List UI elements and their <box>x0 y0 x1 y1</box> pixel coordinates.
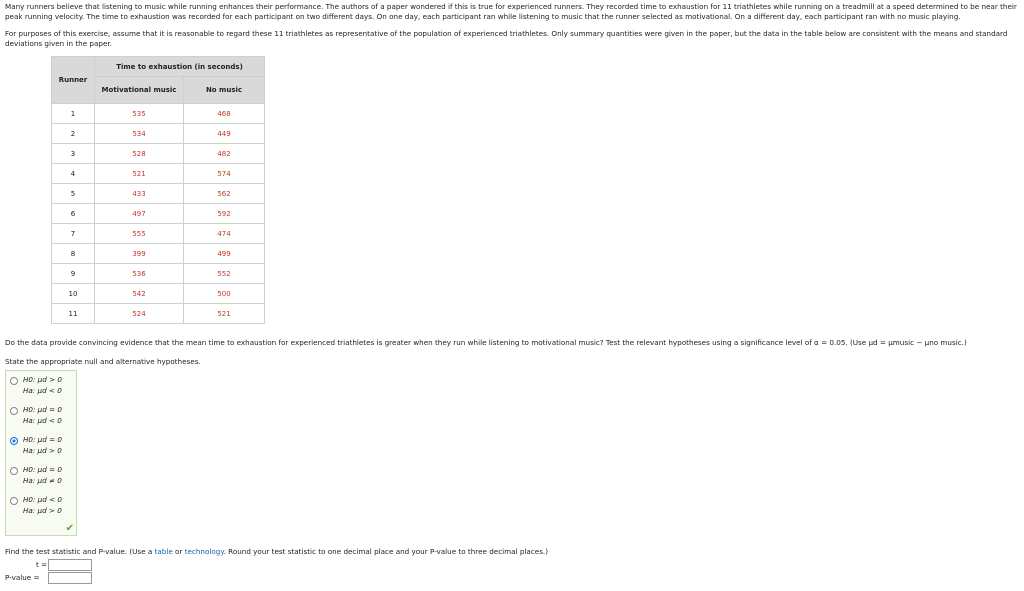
table-row <box>52 184 265 204</box>
table-link[interactable]: table <box>154 547 173 556</box>
motivational-cell: 534 <box>95 124 184 144</box>
find-text-start: Find the test statistic and P-value. (Use a <box>5 547 155 556</box>
no-music-cell: 449 <box>184 124 265 144</box>
intro-paragraph-1: Many runners believe that listening to music while running enhances their performance. The authors of a paper wondered if this is true for experienced runners. They recorded time to exhaustion for 11 triathletes while running on a treadmill at a speed determined to be near their peak running velocity. The time to exhaustion was recorded for each participant on two different days. On one day, each participant ran while listening to music that the runner selected as motivational. On a different day, each participant ran with no music playing. <box>5 2 1017 21</box>
runner-cell: 1 <box>52 104 95 124</box>
radio-button[interactable] <box>10 467 18 475</box>
runner-cell: 3 <box>52 144 95 164</box>
header-runner: Runner <box>52 57 95 104</box>
table-row <box>52 244 265 264</box>
no-music-cell: 500 <box>184 284 265 304</box>
motivational-cell: 535 <box>95 104 184 124</box>
t-label: t = <box>36 560 48 569</box>
table-row <box>52 264 265 284</box>
table-row <box>52 284 265 304</box>
no-music-cell: 482 <box>184 144 265 164</box>
radio-button[interactable] <box>10 497 18 505</box>
radio-button[interactable] <box>10 407 18 415</box>
motivational-cell: 399 <box>95 244 184 264</box>
table-row <box>52 124 265 144</box>
intro-paragraph-2: For purposes of this exercise, assume that it is reasonable to regard these 11 triathletes as representative of the population of experienced triathletes. Only summary quantities were given in the paper, but the data in the table below are consistent with the means and standard deviations given in the paper. <box>5 29 1008 48</box>
no-music-cell: 468 <box>184 104 265 124</box>
alternative-hypothesis-label: Ha: μd < 0 <box>23 386 62 395</box>
header-no-music: No music <box>184 77 265 104</box>
no-music-cell: 552 <box>184 264 265 284</box>
table-row <box>52 304 265 324</box>
table-row <box>52 164 265 184</box>
alternative-hypothesis-label: Ha: μd < 0 <box>23 416 62 425</box>
motivational-cell: 555 <box>95 224 184 244</box>
table-row <box>52 144 265 164</box>
find-text-end: . Round your test statistic to one decimal place and your P-value to three decimal places.) <box>223 547 549 556</box>
motivational-cell: 497 <box>95 204 184 224</box>
question-text: Do the data provide convincing evidence that the mean time to exhaustion for experienced triathletes is greater when they run while listening to motivational music? Test the relevant hypotheses using a significance level of α = 0.05. (Use μd = μmusic − μno music.) <box>5 338 967 347</box>
null-hypothesis-label: H0: μd = 0 <box>23 405 62 414</box>
no-music-cell: 474 <box>184 224 265 244</box>
p-value-input[interactable] <box>48 572 92 584</box>
motivational-cell: 542 <box>95 284 184 304</box>
no-music-cell: 521 <box>184 304 265 324</box>
alternative-hypothesis-label: Ha: μd > 0 <box>23 446 62 455</box>
correct-check-icon: ✔ <box>65 523 74 534</box>
no-music-cell: 562 <box>184 184 265 204</box>
motivational-cell: 524 <box>95 304 184 324</box>
radio-button[interactable] <box>10 437 18 445</box>
motivational-cell: 528 <box>95 144 184 164</box>
runner-cell: 2 <box>52 124 95 144</box>
data-table <box>51 56 265 324</box>
t-statistic-input[interactable] <box>48 559 92 571</box>
table-row <box>52 104 265 124</box>
motivational-cell: 433 <box>95 184 184 204</box>
find-instructions <box>5 547 548 557</box>
header-motivational-music: Motivational music <box>95 77 184 104</box>
no-music-cell: 592 <box>184 204 265 224</box>
runner-cell: 5 <box>52 184 95 204</box>
table-row <box>52 204 265 224</box>
motivational-cell: 521 <box>95 164 184 184</box>
runner-cell: 9 <box>52 264 95 284</box>
null-hypothesis-label: H0: μd = 0 <box>23 465 62 474</box>
technology-link[interactable]: technology <box>184 547 224 556</box>
alternative-hypothesis-label: Ha: μd ≠ 0 <box>23 476 62 485</box>
null-hypothesis-label: H0: μd > 0 <box>23 375 62 384</box>
runner-cell: 7 <box>52 224 95 244</box>
radio-button[interactable] <box>10 377 18 385</box>
no-music-cell: 499 <box>184 244 265 264</box>
runner-cell: 11 <box>52 304 95 324</box>
hypotheses-options <box>5 370 77 536</box>
no-music-cell: 574 <box>184 164 265 184</box>
table-row <box>52 224 265 244</box>
p-value-label: P-value = <box>5 573 40 582</box>
runner-cell: 10 <box>52 284 95 304</box>
state-hypotheses-text: State the appropriate null and alternative hypotheses. <box>5 357 201 366</box>
runner-cell: 4 <box>52 164 95 184</box>
alternative-hypothesis-label: Ha: μd > 0 <box>23 506 62 515</box>
runner-cell: 6 <box>52 204 95 224</box>
motivational-cell: 536 <box>95 264 184 284</box>
header-time-to-exhaustion: Time to exhaustion (in seconds) <box>95 57 265 77</box>
null-hypothesis-label: H0: μd < 0 <box>23 495 62 504</box>
null-hypothesis-label: H0: μd = 0 <box>23 435 62 444</box>
runner-cell: 8 <box>52 244 95 264</box>
find-text-or: or <box>172 547 185 556</box>
